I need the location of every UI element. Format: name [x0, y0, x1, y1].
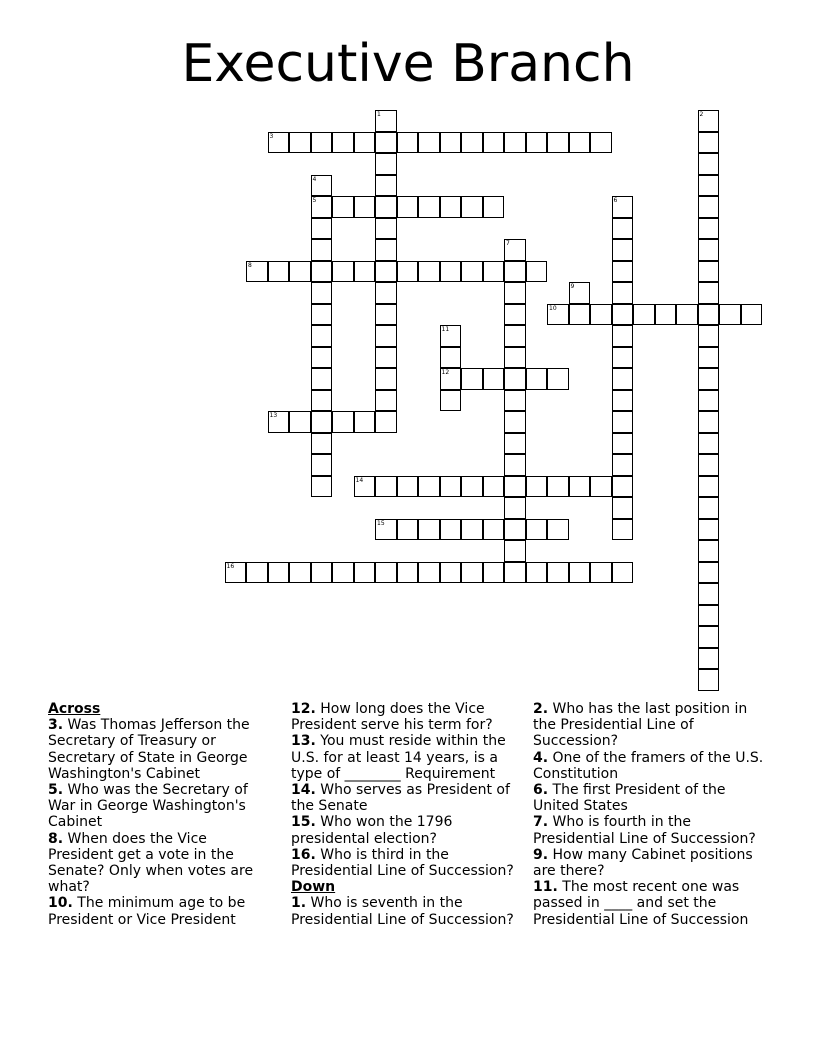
clue-number: 4 [312, 175, 317, 183]
clue-number: 11 [441, 326, 450, 333]
crossword-cell[interactable] [483, 519, 505, 541]
crossword-cell[interactable] [526, 562, 548, 584]
crossword-cell[interactable] [504, 282, 526, 304]
crossword-cell[interactable] [311, 218, 333, 240]
crossword-cell[interactable] [698, 239, 720, 261]
clue-across-10: 10. The minimum age to be President or Vice President [48, 895, 246, 928]
crossword-cell[interactable] [504, 132, 526, 154]
crossword-cell[interactable] [698, 304, 720, 326]
crossword-cell[interactable] [375, 325, 397, 347]
crossword-cell[interactable] [375, 153, 397, 175]
clue-number: 10 [549, 304, 557, 312]
clue-across-13: 13. You must reside within the U.S. for at least 14 years, is a type of ________ Requirement [291, 733, 506, 782]
crossword-cell[interactable] [741, 304, 763, 326]
crossword-cell[interactable] [590, 476, 612, 498]
crossword-cell[interactable] [698, 153, 720, 175]
crossword-cell[interactable] [461, 132, 483, 154]
crossword-cell[interactable] [504, 411, 526, 433]
crossword-cell[interactable] [225, 562, 247, 584]
crossword-cell[interactable] [612, 497, 634, 519]
crossword-cell[interactable] [440, 347, 462, 369]
crossword-cell[interactable] [504, 519, 526, 541]
crossword-cell[interactable] [655, 304, 677, 326]
clue-column-3 [533, 701, 773, 928]
clue-across-15: 15. Who won the 1796 presidental election? [291, 814, 453, 847]
clue-down-2: 2. Who has the last position in the Presidential Line of Succession? [533, 701, 748, 750]
crossword-cell[interactable] [698, 562, 720, 584]
crossword-cell[interactable] [612, 562, 634, 584]
crossword-cell[interactable] [268, 261, 290, 283]
crossword-cell[interactable] [397, 519, 419, 541]
crossword-cell[interactable] [332, 196, 354, 218]
crossword-cell[interactable] [698, 368, 720, 390]
crossword-cell[interactable] [698, 347, 720, 369]
clue-down-11: 11. The most recent one was passed in ____ and set the Presidential Line of Succession [533, 879, 749, 928]
crossword-cell[interactable] [440, 519, 462, 541]
crossword-cell[interactable] [698, 605, 720, 627]
crossword-cell[interactable] [418, 476, 440, 498]
crossword-cell[interactable] [397, 196, 419, 218]
crossword-cell[interactable] [375, 368, 397, 390]
clue-down-4: 4. One of the framers of the U.S. Constitution [533, 749, 764, 782]
crossword-cell[interactable] [698, 411, 720, 433]
clue-number: 5 [312, 197, 317, 204]
crossword-cell[interactable] [268, 411, 290, 433]
crossword-cell[interactable] [504, 433, 526, 455]
crossword-cell[interactable] [461, 368, 483, 390]
clue-number: 2 [699, 111, 704, 118]
crossword-cell[interactable] [698, 390, 720, 412]
clue-across-16: 16. Who is third in the Presidential Line of Succession? [291, 846, 514, 880]
crossword-cell[interactable] [504, 540, 526, 562]
crossword-cell[interactable] [354, 132, 376, 154]
down-heading: Down [291, 879, 336, 896]
crossword-cell[interactable] [311, 454, 333, 476]
crossword-cell[interactable] [504, 304, 526, 326]
crossword-cell[interactable] [676, 304, 698, 326]
crossword-cell[interactable] [332, 132, 354, 154]
crossword-cell[interactable] [698, 261, 720, 283]
crossword-cell[interactable] [311, 132, 333, 154]
crossword-cell[interactable] [332, 411, 354, 433]
crossword-cell[interactable] [311, 476, 333, 498]
crossword-cell[interactable] [440, 132, 462, 154]
crossword-cell[interactable] [504, 454, 526, 476]
crossword-cell[interactable] [311, 196, 333, 218]
crossword-cell[interactable] [590, 562, 612, 584]
clue-column-2 [291, 701, 523, 928]
crossword-cell[interactable] [504, 347, 526, 369]
crossword-cell[interactable] [698, 325, 720, 347]
crossword-cell[interactable] [354, 476, 376, 498]
crossword-cell[interactable] [246, 261, 268, 283]
crossword-cell[interactable] [698, 497, 720, 519]
crossword-cell[interactable] [504, 239, 526, 261]
crossword-cell[interactable] [569, 132, 591, 154]
crossword-cell[interactable] [483, 562, 505, 584]
crossword-cell[interactable] [526, 261, 548, 283]
crossword-cell[interactable] [461, 476, 483, 498]
crossword-cell[interactable] [440, 368, 462, 390]
crossword-cell[interactable] [547, 476, 569, 498]
crossword-cell[interactable] [311, 390, 333, 412]
crossword-cell[interactable] [526, 368, 548, 390]
crossword-cell[interactable] [440, 261, 462, 283]
crossword-cell[interactable] [698, 583, 720, 605]
crossword-cell[interactable] [590, 304, 612, 326]
clue-across-14: 14. Who serves as President of the Senate [291, 782, 510, 815]
crossword-cell[interactable] [375, 196, 397, 218]
crossword-cell[interactable] [375, 261, 397, 283]
crossword-cell[interactable] [483, 132, 505, 154]
crossword-cell[interactable] [375, 239, 397, 261]
clue-number: 7 [506, 240, 510, 247]
crossword-cell[interactable] [354, 196, 376, 218]
crossword-cell[interactable] [311, 282, 333, 304]
page-title: Executive Branch [181, 34, 635, 94]
crossword-cell[interactable] [354, 261, 376, 283]
crossword-cell[interactable] [612, 282, 634, 304]
crossword-cell[interactable] [483, 476, 505, 498]
crossword-cell[interactable] [547, 132, 569, 154]
crossword-cell[interactable] [311, 261, 333, 283]
crossword-cell[interactable] [375, 282, 397, 304]
crossword-cell[interactable] [612, 239, 634, 261]
crossword-cell[interactable] [504, 368, 526, 390]
crossword-cell[interactable] [311, 325, 333, 347]
crossword-cell[interactable] [397, 132, 419, 154]
crossword-cell[interactable] [440, 325, 462, 347]
clue-number: 14 [355, 476, 364, 484]
crossword-cell[interactable] [698, 454, 720, 476]
crossword-cell[interactable] [418, 196, 440, 218]
across-heading: Across [48, 701, 101, 717]
crossword-cell[interactable] [375, 562, 397, 584]
crossword-cell[interactable] [698, 132, 720, 154]
crossword-cell[interactable] [461, 519, 483, 541]
crossword-cell[interactable] [504, 497, 526, 519]
clue-across-8: 8. When does the Vice President get a vote in the Senate? Only when votes are what? [48, 830, 254, 896]
crossword-cell[interactable] [289, 132, 311, 154]
crossword-cell[interactable] [698, 110, 720, 132]
crossword-cell[interactable] [397, 261, 419, 283]
crossword-cell[interactable] [504, 390, 526, 412]
crossword-cell[interactable] [375, 347, 397, 369]
crossword-cell[interactable] [612, 325, 634, 347]
crossword-cell[interactable] [483, 196, 505, 218]
crossword-cell[interactable] [698, 540, 720, 562]
crossword-cell[interactable] [440, 390, 462, 412]
crossword-cell[interactable] [547, 519, 569, 541]
clue-down-1: 1. Who is seventh in the Presidential Line of Succession? [291, 895, 514, 928]
crossword-cell[interactable] [418, 562, 440, 584]
crossword-cell[interactable] [698, 196, 720, 218]
crossword-cell[interactable] [504, 261, 526, 283]
crossword-cell[interactable] [612, 196, 634, 218]
crossword-cell[interactable] [375, 218, 397, 240]
crossword-cell[interactable] [633, 304, 655, 326]
clue-number: 16 [226, 562, 235, 570]
crossword-cell[interactable] [289, 411, 311, 433]
crossword-cell[interactable] [268, 562, 290, 584]
clue-number: 13 [269, 412, 278, 419]
crossword-cell[interactable] [375, 390, 397, 412]
crossword-cell[interactable] [311, 562, 333, 584]
crossword-cell[interactable] [440, 196, 462, 218]
clue-number: 6 [613, 197, 618, 204]
crossword-cell[interactable] [246, 562, 268, 584]
crossword-cell[interactable] [440, 476, 462, 498]
crossword-cell[interactable] [612, 433, 634, 455]
crossword-cell[interactable] [698, 218, 720, 240]
crossword-cell[interactable] [440, 562, 462, 584]
clue-number: 9 [570, 283, 575, 290]
crossword-cell[interactable] [698, 433, 720, 455]
clue-down-9: 9. How many Cabinet positions are there? [533, 846, 753, 880]
crossword-cell[interactable] [719, 304, 741, 326]
crossword-cell[interactable] [612, 454, 634, 476]
clue-down-6: 6. The first President of the United States [533, 782, 726, 815]
crossword-cell[interactable] [698, 669, 720, 691]
crossword-cell[interactable] [526, 476, 548, 498]
crossword-cell[interactable] [483, 368, 505, 390]
crossword-cell[interactable] [461, 196, 483, 218]
crossword-cell[interactable] [569, 562, 591, 584]
crossword-cell[interactable] [461, 261, 483, 283]
crossword-cell[interactable] [289, 562, 311, 584]
crossword-cell[interactable] [590, 132, 612, 154]
crossword-cell[interactable] [397, 476, 419, 498]
crossword-cell[interactable] [698, 519, 720, 541]
crossword-cell[interactable] [375, 476, 397, 498]
crossword-cell[interactable] [375, 411, 397, 433]
crossword-cell[interactable] [612, 347, 634, 369]
crossword-cell[interactable] [375, 175, 397, 197]
crossword-cell[interactable] [504, 325, 526, 347]
crossword-cell[interactable] [483, 261, 505, 283]
crossword-cell[interactable] [354, 411, 376, 433]
clue-down-7: 7. Who is fourth in the Presidential Line of Succession? [533, 814, 756, 847]
clue-number: 8 [248, 261, 252, 269]
crossword-cell[interactable] [612, 476, 634, 498]
crossword-cell[interactable] [397, 562, 419, 584]
clue-column-1 [48, 701, 270, 928]
crossword-cell[interactable] [311, 411, 333, 433]
crossword-cell[interactable] [612, 261, 634, 283]
crossword-cell[interactable] [698, 175, 720, 197]
crossword-cell[interactable] [311, 175, 333, 197]
crossword-cell[interactable] [698, 648, 720, 670]
crossword-cell[interactable] [526, 519, 548, 541]
crossword-cell[interactable] [375, 132, 397, 154]
crossword-cell[interactable] [354, 562, 376, 584]
crossword-cell[interactable] [612, 218, 634, 240]
crossword-cell[interactable] [569, 476, 591, 498]
crossword-cell[interactable] [612, 519, 634, 541]
crossword-cell[interactable] [332, 562, 354, 584]
crossword-cell[interactable] [547, 304, 569, 326]
clue-across-5: 5. Who was the Secretary of War in George Washington's Cabinet [48, 782, 248, 831]
crossword-cell[interactable] [311, 347, 333, 369]
crossword-cell[interactable] [332, 261, 354, 283]
crossword-cell[interactable] [311, 433, 333, 455]
crossword-cell[interactable] [612, 390, 634, 412]
clue-across-12: 12. How long does the Vice President serve his term for? [291, 701, 493, 734]
crossword-cell[interactable] [504, 476, 526, 498]
crossword-cell[interactable] [375, 110, 397, 132]
crossword-cell[interactable] [311, 304, 333, 326]
crossword-cell[interactable] [504, 562, 526, 584]
crossword-cell[interactable] [268, 132, 290, 154]
crossword-cell[interactable] [612, 304, 634, 326]
clue-number: 15 [377, 519, 385, 527]
crossword-cell[interactable] [418, 519, 440, 541]
clue-number: 3 [269, 132, 274, 140]
clue-number: 1 [377, 111, 381, 118]
crossword-cell[interactable] [569, 304, 591, 326]
crossword-cell[interactable] [375, 519, 397, 541]
crossword-cell[interactable] [461, 562, 483, 584]
crossword-cell[interactable] [526, 132, 548, 154]
crossword-cell[interactable] [375, 304, 397, 326]
crossword-cell[interactable] [569, 282, 591, 304]
crossword-cell[interactable] [547, 562, 569, 584]
crossword-cell[interactable] [289, 261, 311, 283]
clue-across-3: 3. Was Thomas Jefferson the Secretary of Treasury or Secretary of State in George Washington's Cabinet [48, 717, 250, 782]
crossword-cell[interactable] [612, 411, 634, 433]
clue-number: 12 [441, 369, 450, 376]
crossword-cell[interactable] [547, 368, 569, 390]
crossword-cell[interactable] [311, 239, 333, 261]
crossword-cell[interactable] [418, 132, 440, 154]
crossword-cell[interactable] [698, 476, 720, 498]
crossword-cell[interactable] [311, 368, 333, 390]
crossword-cell[interactable] [418, 261, 440, 283]
crossword-cell[interactable] [698, 282, 720, 304]
crossword-cell[interactable] [698, 626, 720, 648]
crossword-cell[interactable] [612, 368, 634, 390]
